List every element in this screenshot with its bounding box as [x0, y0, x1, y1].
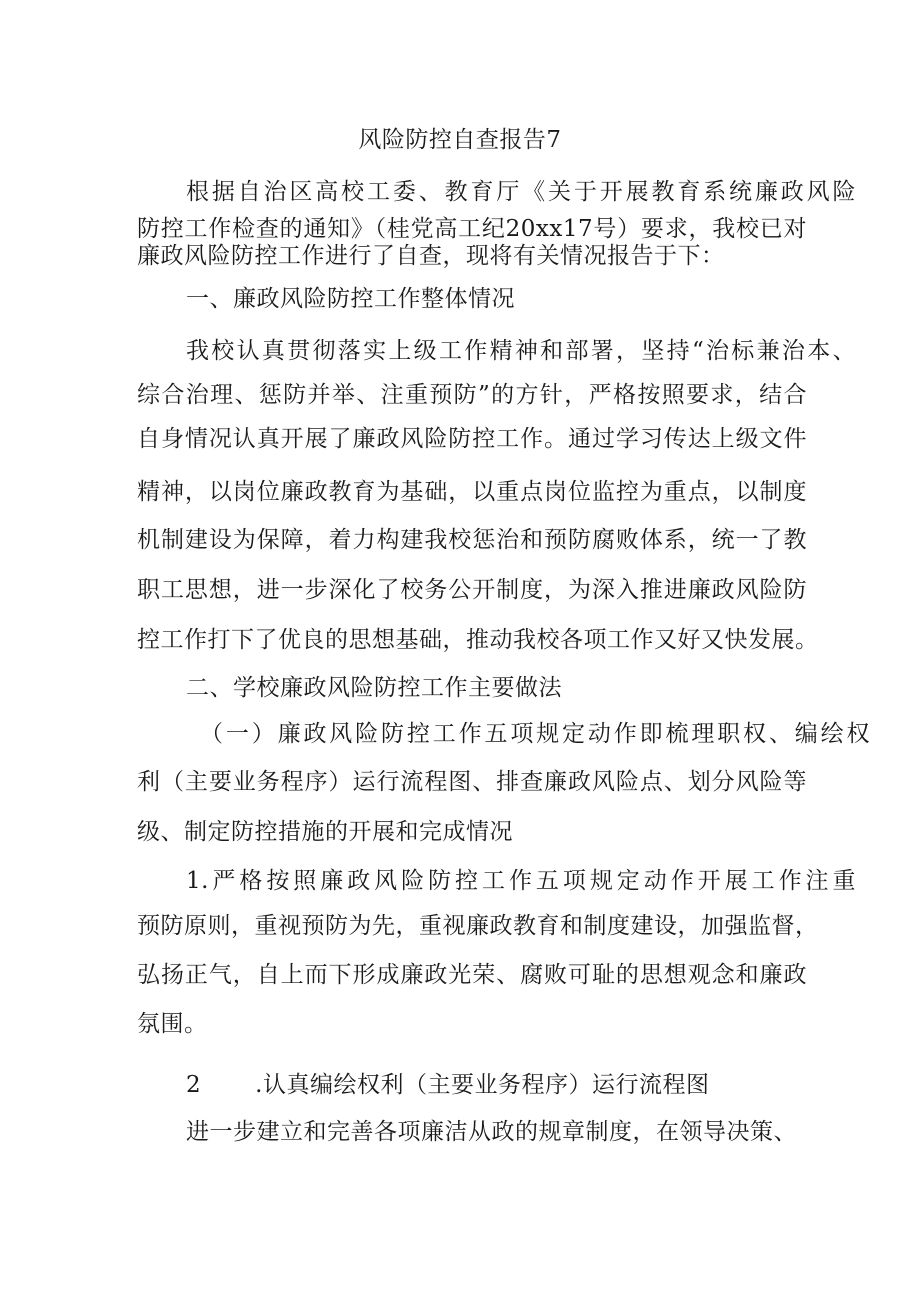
paragraph-line: 根据自治区高校工委、教育厅《关于开展教育系统廉政风险 — [186, 179, 856, 205]
paragraph-line: 级、制定防控措施的开展和完成情况 — [137, 819, 513, 845]
item-number: 2 — [186, 1072, 202, 1098]
paragraph-line: 机制建设为保障，着力构建我校惩治和预防腐败体系，统一了教 — [137, 527, 807, 553]
paragraph-line: 氛围。 — [137, 1011, 208, 1037]
paragraph-line: 防控工作检查的通知》（桂党高工纪20xx17号）要求，我校已对 — [137, 216, 807, 242]
paragraph-line: 精神，以岗位廉政教育为基础，以重点岗位监控为重点，以制度 — [137, 479, 807, 505]
paragraph-line: 控工作打下了优良的思想基础，推动我校各项工作又好又快发展。 — [137, 627, 819, 653]
document-title: 风险防控自查报告7 — [358, 127, 562, 153]
paragraph-line: （一）廉政风险防控工作五项规定动作即梳理职权、编绘权 — [200, 721, 870, 747]
paragraph-line: 自身情况认真开展了廉政风险防控工作。通过学习传达上级文件 — [137, 426, 807, 452]
paragraph-line: 综合治理、惩防并举、注重预防”的方针，严格按照要求，结合 — [137, 382, 807, 408]
paragraph-line: 弘扬正气，自上而下形成廉政光荣、腐败可耻的思想观念和廉政 — [137, 962, 807, 988]
paragraph-line: 廉政风险防控工作进行了自查，现将有关情况报告于下： — [137, 243, 725, 269]
paragraph-line: 职工思想，进一步深化了校务公开制度，为深入推进廉政风险防 — [137, 577, 807, 603]
section-heading: 二、学校廉政风险防控工作主要做法 — [186, 675, 562, 701]
paragraph-line: 进一步建立和完善各项廉洁从政的规章制度，在领导决策、 — [186, 1119, 797, 1145]
item-text: .认真编绘权利（主要业务程序）运行流程图 — [255, 1072, 710, 1098]
numbered-heading — [186, 1069, 856, 1101]
paragraph-line: 我校认真贯彻落实上级工作精神和部署，坚持“治标兼治本、 — [186, 338, 856, 364]
section-heading: 一、廉政风险防控工作整体情况 — [186, 286, 515, 312]
paragraph-line: 1.严格按照廉政风险防控工作五项规定动作开展工作注重 — [186, 868, 856, 894]
paragraph-line: 利（主要业务程序）运行流程图、排查廉政风险点、划分风险等 — [137, 769, 807, 795]
paragraph-line: 预防原则，重视预防为先，重视廉政教育和制度建设，加强监督， — [137, 913, 819, 939]
